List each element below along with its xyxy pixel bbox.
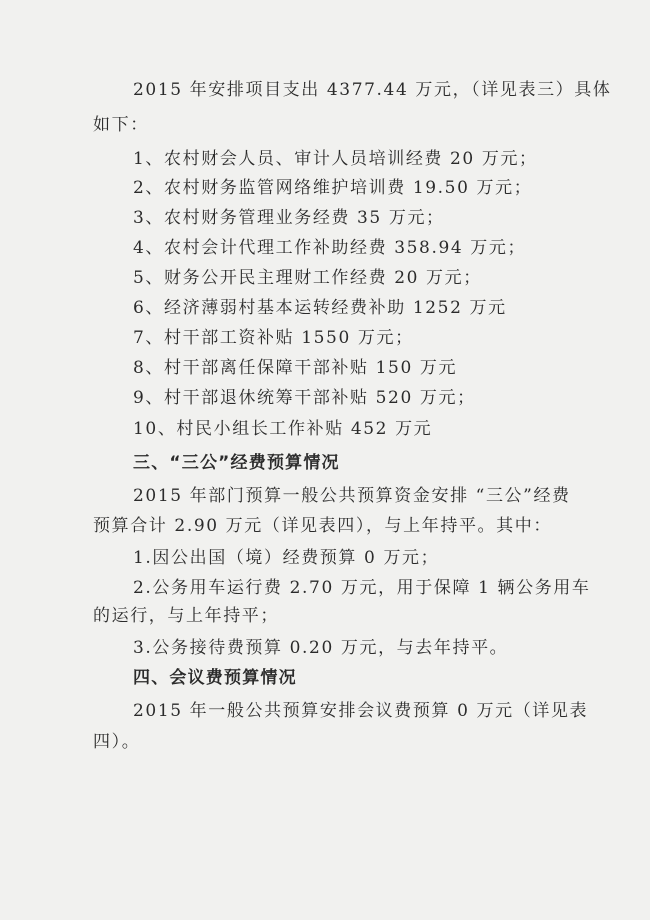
paragraph-project-expenditure-line-1: 2015 年安排项目支出 4377.44 万元，（详见表三）具体 — [133, 80, 612, 100]
section-heading-three-public: 三、“三公”经费预算情况 — [133, 453, 340, 473]
list-item-7: 7、村干部工资补贴 1550 万元； — [133, 328, 414, 348]
paragraph-meeting-fee-line-1: 2015 年一般公共预算安排会议费预算 0 万元（详见表 — [133, 701, 589, 721]
list-item-10: 10、村民小组长工作补贴 452 万元 — [133, 419, 433, 439]
list-item-3: 3、农村财务管理业务经费 35 万元； — [133, 208, 445, 228]
three-public-item-3: 3.公务接待费预算 0.20 万元，与去年持平。 — [133, 638, 509, 658]
paragraph-project-expenditure-line-2: 如下： — [93, 115, 149, 135]
list-item-2: 2、农村财务监管网络维护培训费 19.50 万元； — [133, 178, 533, 198]
paragraph-three-public-line-2: 预算合计 2.90 万元（详见表四），与上年持平。其中： — [93, 516, 552, 536]
list-item-5: 5、财务公开民主理财工作经费 20 万元； — [133, 268, 482, 288]
list-item-8: 8、村干部离任保障干部补贴 150 万元 — [133, 358, 458, 378]
list-item-9: 9、村干部退休统筹干部补贴 520 万元； — [133, 388, 476, 408]
three-public-item-1: 1.因公出国（境）经费预算 0 万元； — [133, 548, 440, 568]
three-public-item-2-line-1: 2.公务用车运行费 2.70 万元，用于保障 1 辆公务用车 — [133, 578, 591, 598]
list-item-4: 4、农村会计代理工作补助经费 358.94 万元； — [133, 238, 527, 258]
paragraph-three-public-line-1: 2015 年部门预算一般公共预算资金安排 “三公”经费 — [133, 486, 571, 506]
list-item-1: 1、农村财会人员、审计人员培训经费 20 万元； — [133, 149, 538, 169]
three-public-item-2-line-2: 的运行，与上年持平； — [93, 606, 279, 626]
list-item-6: 6、经济薄弱村基本运转经费补助 1252 万元 — [133, 298, 507, 318]
section-heading-meeting-fee: 四、会议费预算情况 — [133, 668, 297, 688]
paragraph-meeting-fee-line-2: 四）。 — [93, 732, 141, 752]
